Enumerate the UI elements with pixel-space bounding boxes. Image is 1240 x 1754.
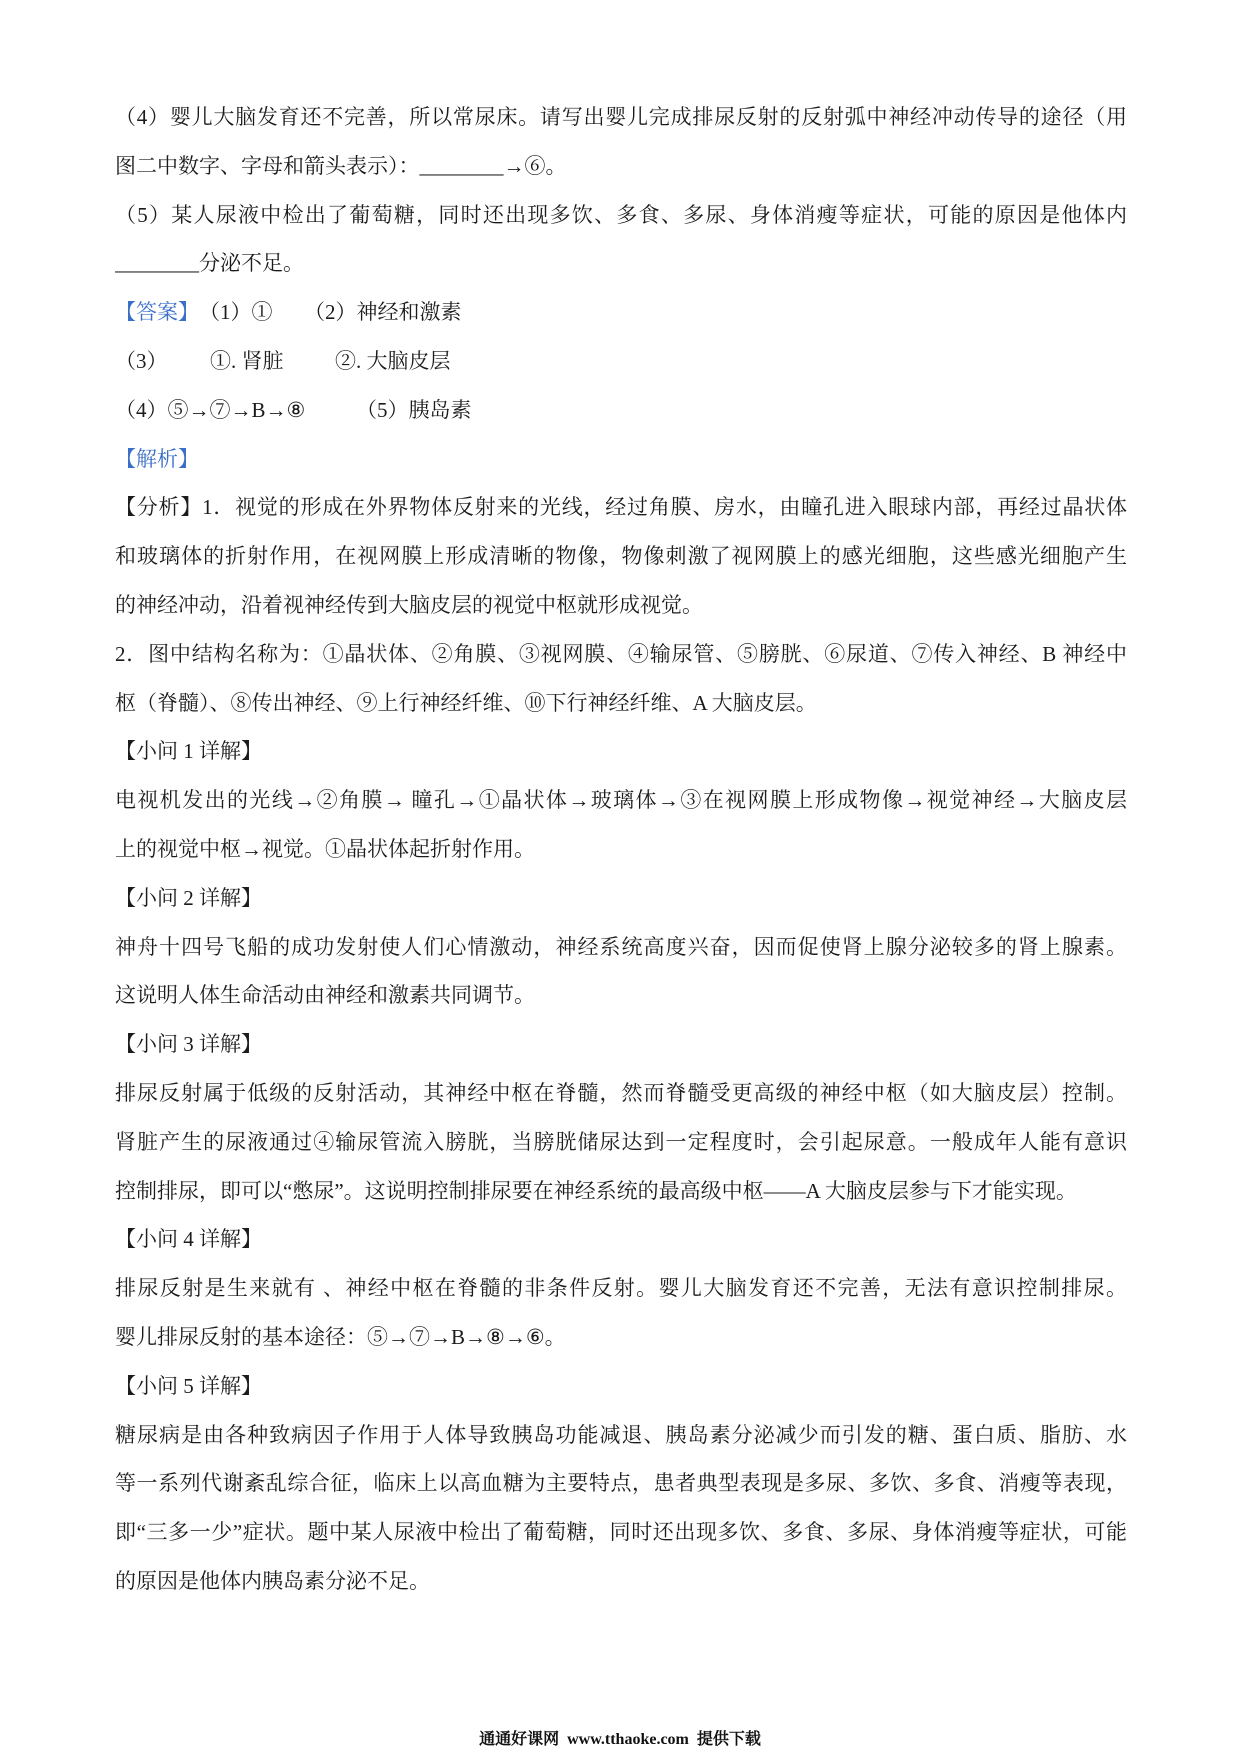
analysis-fenxi-line: 【分析】1．视觉的形成在外界物体反射来的光线，经过角膜、房水，由瞳孔进入眼球内部，再经过晶状体 <box>115 495 1127 520</box>
answer-q3-label: （3） <box>115 348 168 373</box>
answer-line-1 <box>115 288 1127 337</box>
sub-question-line: 等一系列代谢紊乱综合征，临床上以高血糖为主要特点，患者典型表现是多尿、多饮、多食、消瘦等表现， <box>115 1471 1127 1496</box>
analysis-structures-line: 枢（脊髓）、⑧传出神经、⑨上行神经纤维、⑩下行神经纤维、A 大脑皮层。 <box>115 690 817 715</box>
answer-q1: （1）① <box>199 300 273 325</box>
sub-question-line: 电视机发出的光线→②角膜→ 瞳孔→①晶状体→玻璃体→③在视网膜上形成物像→视觉神经→大脑皮层 <box>115 788 1127 813</box>
sub-question-line: 上的视觉中枢→视觉。①晶状体起折射作用。 <box>115 836 535 861</box>
sub-question-heading: 【小问 3 详解】 <box>115 1032 262 1057</box>
question-5-line-2 <box>115 239 1127 288</box>
sub-question-line: 的原因是他体内胰岛素分泌不足。 <box>115 1568 430 1593</box>
sub-question-line: 糖尿病是由各种致病因子作用于人体导致胰岛功能减退、胰岛素分泌减少而引发的糖、蛋白质、脂肪、水 <box>115 1422 1127 1447</box>
sub-question-line: 婴儿排尿反射的基本途径：⑤→⑦→B→⑧→⑥。 <box>115 1324 566 1349</box>
sub-question-line: 这说明人体生命活动由神经和激素共同调节。 <box>115 983 535 1008</box>
question-4-line-1: （4）婴儿大脑发育还不完善，所以常尿床。请写出婴儿完成排尿反射的反射弧中神经冲动传导的途径（用 <box>115 105 1127 129</box>
analysis-fenxi-line: 和玻璃体的折射作用，在视网膜上形成清晰的物像，物像刺激了视网膜上的感光细胞，这些感光细胞产生 <box>115 544 1127 569</box>
answer-label: 【答案】 <box>115 300 199 325</box>
sub-question-line: 神舟十四号飞船的成功发射使人们心情激动，神经系统高度兴奋，因而促使肾上腺分泌较多的肾上腺素。 <box>115 934 1127 959</box>
sub-question-line: 即“三多一少”症状。题中某人尿液中检出了葡萄糖，同时还出现多饮、多食、多尿、身体消瘦等症状，可能 <box>115 1520 1127 1545</box>
page-footer: 通通好课网 www.tthaoke.com 提供下载 <box>479 1731 761 1748</box>
answer-line-3 <box>115 386 1127 435</box>
answer-blank: ________ <box>419 153 504 178</box>
question-4-line-2-end: →⑥。 <box>503 153 567 178</box>
answer-q3-a: ①. 肾脏 <box>210 348 284 373</box>
sub-question-line: 排尿反射属于低级的反射活动，其神经中枢在脊髓，然而脊髓受更高级的神经中枢（如大脑皮层）控制。 <box>115 1080 1127 1105</box>
sub-question-heading: 【小问 1 详解】 <box>115 739 262 764</box>
sub-question-line: 排尿反射是生来就有 、神经中枢在脊髓的非条件反射。婴儿大脑发育还不完善，无法有意识控制排尿。 <box>115 1276 1127 1301</box>
sub-question-line: 肾脏产生的尿液通过④输尿管流入膀胱，当膀胱储尿达到一定程度时，会引起尿意。一般成年人能有意识 <box>115 1129 1127 1154</box>
sub-question-heading: 【小问 5 详解】 <box>115 1373 262 1398</box>
answer-q3-b: ②. 大脑皮层 <box>335 348 451 373</box>
question-4-line-2-text: 图二中数字、字母和箭头表示）： <box>115 153 420 178</box>
document-body <box>115 93 1127 1606</box>
question-5-line-1: （5）某人尿液中检出了葡萄糖，同时还出现多饮、多食、多尿、身体消瘦等症状，可能的原因是他体内 <box>115 202 1127 227</box>
answer-q4: （4）⑤→⑦→B→⑧ <box>115 397 306 422</box>
answer-blank: ________ <box>115 251 199 276</box>
analysis-fenxi-line: 的神经冲动，沿着视神经传到大脑皮层的视觉中枢就形成视觉。 <box>115 592 703 617</box>
sub-question-heading: 【小问 2 详解】 <box>115 885 262 910</box>
answer-q2: （2）神经和激素 <box>304 300 462 325</box>
question-4-line-2 <box>115 142 1127 191</box>
analysis-structures-line: 2．图中结构名称为：①晶状体、②角膜、③视网膜、④输尿管、⑤膀胱、⑥尿道、⑦传入神经、B 神经中 <box>115 641 1127 666</box>
sub-question-line: 控制排尿，即可以“憋尿”。这说明控制排尿要在神经系统的最高级中枢——A 大脑皮层参与下才能实现。 <box>115 1178 1077 1203</box>
answer-q5: （5）胰岛素 <box>356 397 472 422</box>
sub-question-heading: 【小问 4 详解】 <box>115 1227 262 1252</box>
answer-line-2 <box>115 337 1127 386</box>
question-5-line-2-end: 分泌不足。 <box>199 251 304 276</box>
analysis-label: 【解析】 <box>115 446 199 471</box>
